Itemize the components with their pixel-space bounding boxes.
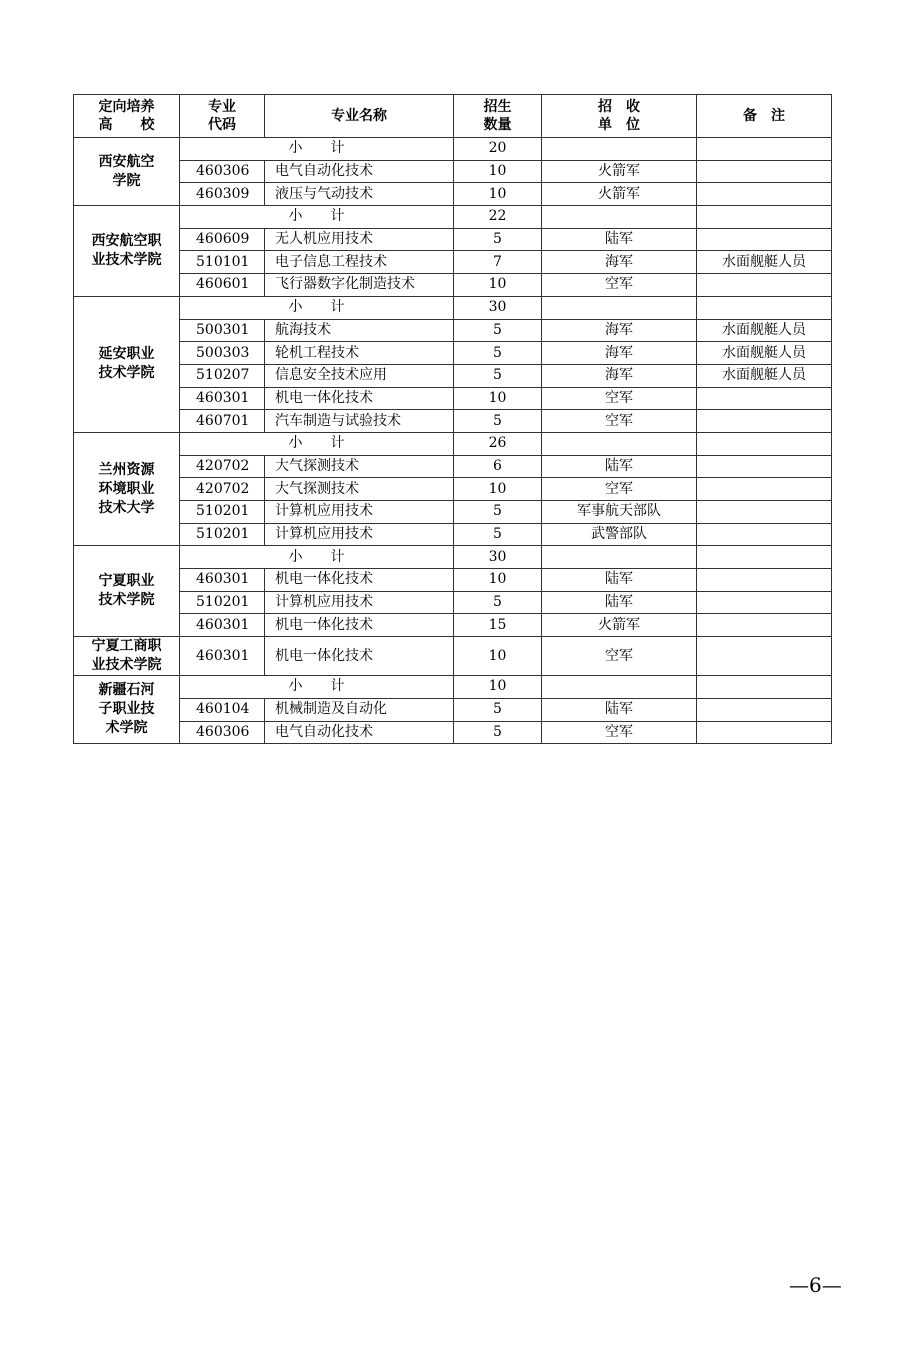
major-code: 510101 xyxy=(180,251,265,274)
enroll-count: 5 xyxy=(454,228,542,251)
remark xyxy=(697,274,832,297)
major-name: 机械制造及自动化 xyxy=(265,698,454,721)
major-code: 460601 xyxy=(180,274,265,297)
subtotal-row xyxy=(74,432,832,455)
header-school: 定向培养 高 校 xyxy=(74,95,180,138)
major-name: 航海技术 xyxy=(265,319,454,342)
major-name: 汽车制造与试验技术 xyxy=(265,410,454,433)
remark xyxy=(697,455,832,478)
major-code: 510201 xyxy=(180,591,265,614)
table-row xyxy=(74,569,832,592)
major-code: 460306 xyxy=(180,721,265,744)
remark xyxy=(697,160,832,183)
remark xyxy=(697,569,832,592)
recruit-unit: 空军 xyxy=(542,478,697,501)
recruit-unit: 空军 xyxy=(542,410,697,433)
recruit-unit: 陆军 xyxy=(542,455,697,478)
enroll-count: 10 xyxy=(454,183,542,206)
enroll-count: 7 xyxy=(454,251,542,274)
major-name: 液压与气动技术 xyxy=(265,183,454,206)
enroll-count: 5 xyxy=(454,319,542,342)
major-name: 机电一体化技术 xyxy=(265,387,454,410)
school-name: 西安航空职 业技术学院 xyxy=(74,206,180,297)
subtotal-row xyxy=(74,206,832,229)
table-row xyxy=(74,160,832,183)
table-row xyxy=(74,183,832,206)
remark xyxy=(697,721,832,744)
subtotal-note-empty xyxy=(697,138,832,161)
recruit-unit: 陆军 xyxy=(542,228,697,251)
recruit-unit: 海军 xyxy=(542,319,697,342)
major-code: 510201 xyxy=(180,501,265,524)
header-code: 专业 代码 xyxy=(180,95,265,138)
recruit-unit: 空军 xyxy=(542,721,697,744)
school-name: 兰州资源 环境职业 技术大学 xyxy=(74,432,180,545)
table-row xyxy=(74,251,832,274)
recruit-unit: 陆军 xyxy=(542,698,697,721)
recruit-unit: 火箭军 xyxy=(542,160,697,183)
subtotal-label: 小 计 xyxy=(180,546,454,569)
subtotal-count: 30 xyxy=(454,296,542,319)
table-row xyxy=(74,614,832,637)
remark xyxy=(697,614,832,637)
major-code: 460301 xyxy=(180,637,265,676)
major-name: 大气探测技术 xyxy=(265,478,454,501)
school-name: 宁夏职业 技术学院 xyxy=(74,546,180,637)
major-name: 电气自动化技术 xyxy=(265,160,454,183)
subtotal-unit-empty xyxy=(542,432,697,455)
enroll-count: 10 xyxy=(454,160,542,183)
major-code: 460701 xyxy=(180,410,265,433)
major-name: 飞行器数字化制造技术 xyxy=(265,274,454,297)
major-name: 机电一体化技术 xyxy=(265,614,454,637)
subtotal-note-empty xyxy=(697,546,832,569)
remark xyxy=(697,387,832,410)
remark: 水面舰艇人员 xyxy=(697,364,832,387)
subtotal-unit-empty xyxy=(542,206,697,229)
subtotal-label: 小 计 xyxy=(180,138,454,161)
remark xyxy=(697,501,832,524)
major-name: 计算机应用技术 xyxy=(265,523,454,546)
subtotal-label: 小 计 xyxy=(180,206,454,229)
subtotal-count: 20 xyxy=(454,138,542,161)
remark xyxy=(697,698,832,721)
recruit-unit: 空军 xyxy=(542,274,697,297)
major-code: 510207 xyxy=(180,364,265,387)
subtotal-note-empty xyxy=(697,206,832,229)
subtotal-note-empty xyxy=(697,432,832,455)
major-code: 460104 xyxy=(180,698,265,721)
recruit-unit: 海军 xyxy=(542,251,697,274)
table-row xyxy=(74,228,832,251)
major-code: 460306 xyxy=(180,160,265,183)
recruit-unit: 空军 xyxy=(542,637,697,676)
table-row xyxy=(74,637,832,676)
table-row xyxy=(74,698,832,721)
school-name: 宁夏工商职 业技术学院 xyxy=(74,637,180,676)
recruit-unit: 军事航天部队 xyxy=(542,501,697,524)
major-name: 电气自动化技术 xyxy=(265,721,454,744)
enroll-count: 10 xyxy=(454,637,542,676)
table-row xyxy=(74,274,832,297)
subtotal-count: 30 xyxy=(454,546,542,569)
recruit-unit: 陆军 xyxy=(542,591,697,614)
subtotal-count: 22 xyxy=(454,206,542,229)
major-name: 计算机应用技术 xyxy=(265,591,454,614)
subtotal-row xyxy=(74,546,832,569)
major-code: 500303 xyxy=(180,342,265,365)
major-name: 电子信息工程技术 xyxy=(265,251,454,274)
table-row xyxy=(74,319,832,342)
major-name: 大气探测技术 xyxy=(265,455,454,478)
header-note: 备 注 xyxy=(697,95,832,138)
major-name: 机电一体化技术 xyxy=(265,569,454,592)
enroll-count: 5 xyxy=(454,342,542,365)
table-row xyxy=(74,501,832,524)
subtotal-note-empty xyxy=(697,676,832,699)
recruit-unit: 火箭军 xyxy=(542,183,697,206)
enroll-count: 5 xyxy=(454,410,542,433)
table-row xyxy=(74,721,832,744)
major-code: 460301 xyxy=(180,569,265,592)
subtotal-count: 10 xyxy=(454,676,542,699)
remark xyxy=(697,228,832,251)
recruit-unit: 空军 xyxy=(542,387,697,410)
recruit-unit: 陆军 xyxy=(542,569,697,592)
table-row xyxy=(74,342,832,365)
table-row xyxy=(74,455,832,478)
table-row xyxy=(74,410,832,433)
table-row xyxy=(74,478,832,501)
enroll-count: 5 xyxy=(454,501,542,524)
header-major: 专业名称 xyxy=(265,95,454,138)
remark: 水面舰艇人员 xyxy=(697,342,832,365)
subtotal-label: 小 计 xyxy=(180,296,454,319)
remark: 水面舰艇人员 xyxy=(697,251,832,274)
remark xyxy=(697,410,832,433)
major-name: 计算机应用技术 xyxy=(265,501,454,524)
major-code: 460301 xyxy=(180,614,265,637)
subtotal-row xyxy=(74,138,832,161)
remark xyxy=(697,591,832,614)
subtotal-unit-empty xyxy=(542,296,697,319)
header-unit: 招 收 单 位 xyxy=(542,95,697,138)
enroll-count: 5 xyxy=(454,721,542,744)
remark xyxy=(697,183,832,206)
subtotal-count: 26 xyxy=(454,432,542,455)
recruit-unit: 火箭军 xyxy=(542,614,697,637)
page-number: —6— xyxy=(789,1273,842,1297)
subtotal-label: 小 计 xyxy=(180,432,454,455)
enroll-count: 15 xyxy=(454,614,542,637)
recruit-unit: 海军 xyxy=(542,364,697,387)
school-name: 西安航空 学院 xyxy=(74,138,180,206)
subtotal-note-empty xyxy=(697,296,832,319)
major-code: 460609 xyxy=(180,228,265,251)
table-row xyxy=(74,364,832,387)
subtotal-unit-empty xyxy=(542,546,697,569)
header-count: 招生 数量 xyxy=(454,95,542,138)
major-code: 510201 xyxy=(180,523,265,546)
enroll-count: 10 xyxy=(454,387,542,410)
enrollment-table xyxy=(73,94,832,744)
header-row xyxy=(74,95,832,138)
major-code: 460301 xyxy=(180,387,265,410)
recruit-unit: 武警部队 xyxy=(542,523,697,546)
major-code: 420702 xyxy=(180,478,265,501)
subtotal-unit-empty xyxy=(542,676,697,699)
table-row xyxy=(74,591,832,614)
major-name: 轮机工程技术 xyxy=(265,342,454,365)
major-name: 信息安全技术应用 xyxy=(265,364,454,387)
subtotal-label: 小 计 xyxy=(180,676,454,699)
subtotal-row xyxy=(74,676,832,699)
remark xyxy=(697,637,832,676)
enroll-count: 5 xyxy=(454,591,542,614)
enroll-count: 10 xyxy=(454,478,542,501)
table-body xyxy=(74,138,832,744)
subtotal-unit-empty xyxy=(542,138,697,161)
major-code: 460309 xyxy=(180,183,265,206)
table-row xyxy=(74,523,832,546)
enroll-count: 10 xyxy=(454,274,542,297)
major-code: 420702 xyxy=(180,455,265,478)
enroll-count: 10 xyxy=(454,569,542,592)
enroll-count: 5 xyxy=(454,698,542,721)
remark: 水面舰艇人员 xyxy=(697,319,832,342)
subtotal-row xyxy=(74,296,832,319)
school-name: 延安职业 技术学院 xyxy=(74,296,180,432)
remark xyxy=(697,523,832,546)
recruit-unit: 海军 xyxy=(542,342,697,365)
enroll-count: 5 xyxy=(454,523,542,546)
school-name: 新疆石河 子职业技 术学院 xyxy=(74,676,180,744)
remark xyxy=(697,478,832,501)
enroll-count: 5 xyxy=(454,364,542,387)
table-row xyxy=(74,387,832,410)
major-code: 500301 xyxy=(180,319,265,342)
enroll-count: 6 xyxy=(454,455,542,478)
major-name: 无人机应用技术 xyxy=(265,228,454,251)
major-name: 机电一体化技术 xyxy=(265,637,454,676)
